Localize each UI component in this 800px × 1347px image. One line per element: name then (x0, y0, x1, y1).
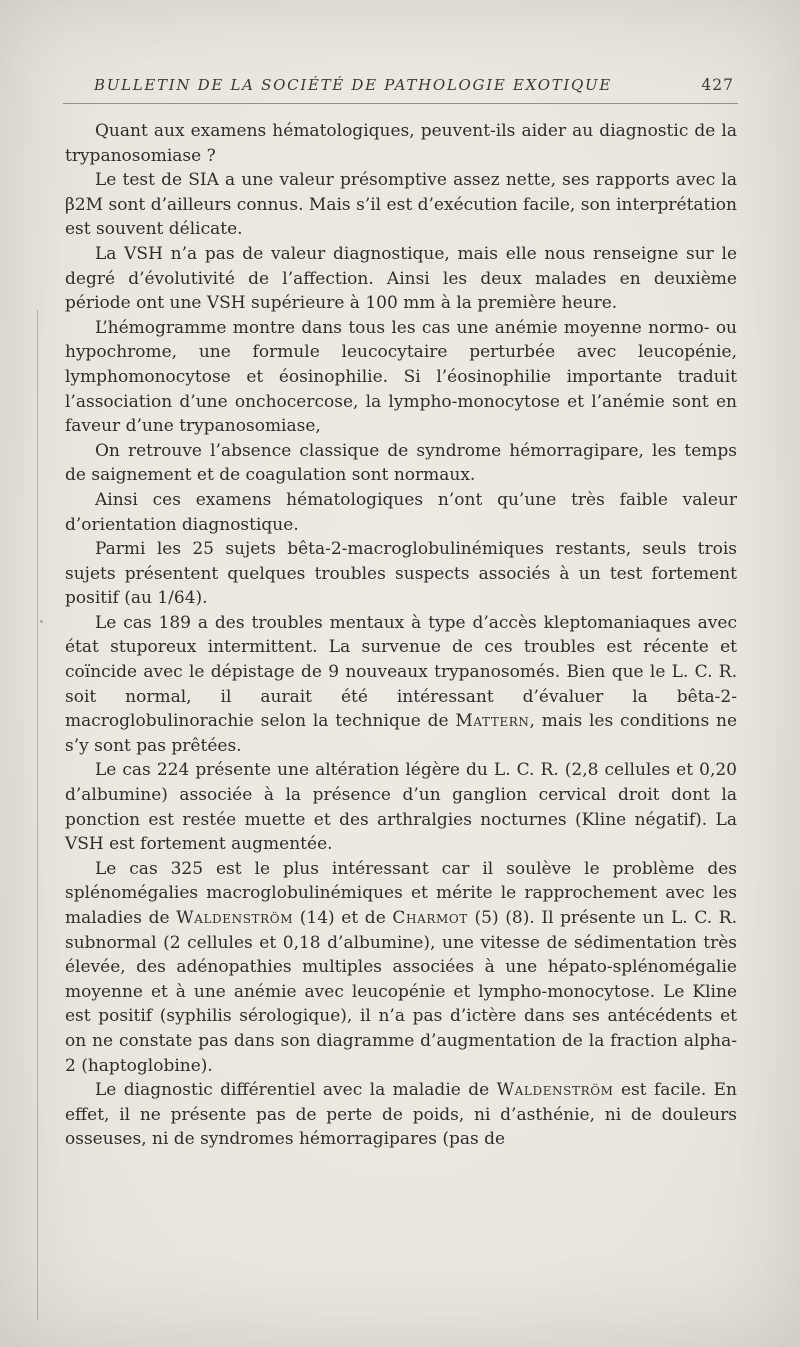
header-divider (63, 103, 738, 104)
paragraph: Le test de SIA a une valeur présomptive assez nette, ses rapports avec la β2M sont d’ailleurs connus. Mais s’il est d’exécution facile, son interprétation est souvent délicate. (65, 170, 737, 240)
paragraph: Le cas 189 a des troubles mentaux à type d’accès kleptomaniaques avec état stuporeux intermittent. La survenue de ces troubles est récente et coïncide avec le dépistage de 9 nouveaux trypanosomés. Bien que le L. C. R. soit normal, il aurait été intéressant d’évaluer la bêta-2-macroglobulinorachie selon la technique de Mattern, mais les conditions ne s’y sont pas prêtées. (65, 612, 738, 756)
article-body (65, 119, 737, 1152)
small-caps-name: Charmot (392, 908, 468, 928)
journal-title: BULLETIN DE LA SOCIÉTÉ DE PATHOLOGIE EXOTIQUE (94, 76, 613, 94)
paragraph: Ainsi ces examens hématologiques n’ont qu’une très faible valeur d’orientation diagnostique. (65, 489, 737, 535)
scan-artifact-speck (40, 620, 43, 623)
small-caps-name: Mattern (455, 711, 530, 732)
scan-artifact-line (37, 310, 38, 1320)
paragraph: Le cas 325 est le plus intéressant car il soulève le problème des splénomégalies macroglobulinémiques et mérite le rapprochement avec les maladies de Waldenström (14) et de Charmot (5) (8). Il présente un L. C. R. subnormal (2 cellules et 0,18 d’albumine), une vitesse de sédimentation très élevée, des adénopathies multiples associées à une hépato-splénomégalie moyenne et à une anémie avec leucopénie et lympho-monocytose. Le Kline est positif (syphilis sérologique), il n’a pas d’ictère dans ses antécédents et on ne constate pas dans son diagramme d’augmentation de la fraction alpha-2 (haptoglobine). (65, 858, 737, 1076)
small-caps-name: Waldenström (496, 1080, 614, 1101)
paragraph: La VSH n’a pas de valeur diagnostique, mais elle nous renseigne sur le degré d’évolutivité de l’affection. Ainsi les deux malades en deuxième période ont une VSH supérieure à 100 mm à la première heure. (65, 243, 737, 314)
paragraph: Le diagnostic différentiel avec la maladie de Waldenström est facile. En effet, il ne présente pas de perte de poids, ni d’asthénie, ni de douleurs osseuses, ni de syndromes hémorragipares (pas de (65, 1080, 737, 1150)
paragraph: Le cas 224 présente une altération légère du L. C. R. (2,8 cellules et 0,20 d’albumine) associée à la présence d’un ganglion cervical droit dont la ponction est restée muette et des arthralgies nocturnes (Kline négatif). La VSH est fortement augmentée. (65, 760, 737, 855)
page-number: 427 (701, 76, 734, 94)
paragraph: Parmi les 25 sujets bêta-2-macroglobulinémiques restants, seuls trois sujets présentent quelques troubles suspects associés à un test fortement positif (au 1/64). (65, 539, 737, 609)
paragraph: Quant aux examens hématologiques, peuvent-ils aider au diagnostic de la trypanosomiase ? (65, 121, 737, 166)
small-caps-name: Waldenström (176, 908, 294, 928)
paragraph: On retrouve l’absence classique de syndrome hémorragipare, les temps de saignement et de coagulation sont normaux. (65, 440, 737, 486)
paragraph: L’hémogramme montre dans tous les cas une anémie moyenne normo- ou hypochrome, une formule leucocytaire perturbée avec leucopénie, lymphomonocytose et éosinophilie. Si l’éosinophilie importante traduit l’association d’une onchocercose, la lympho-monocytose et l’anémie sont en faveur d’une trypanosomiase, (65, 317, 737, 437)
running-header (64, 76, 734, 94)
